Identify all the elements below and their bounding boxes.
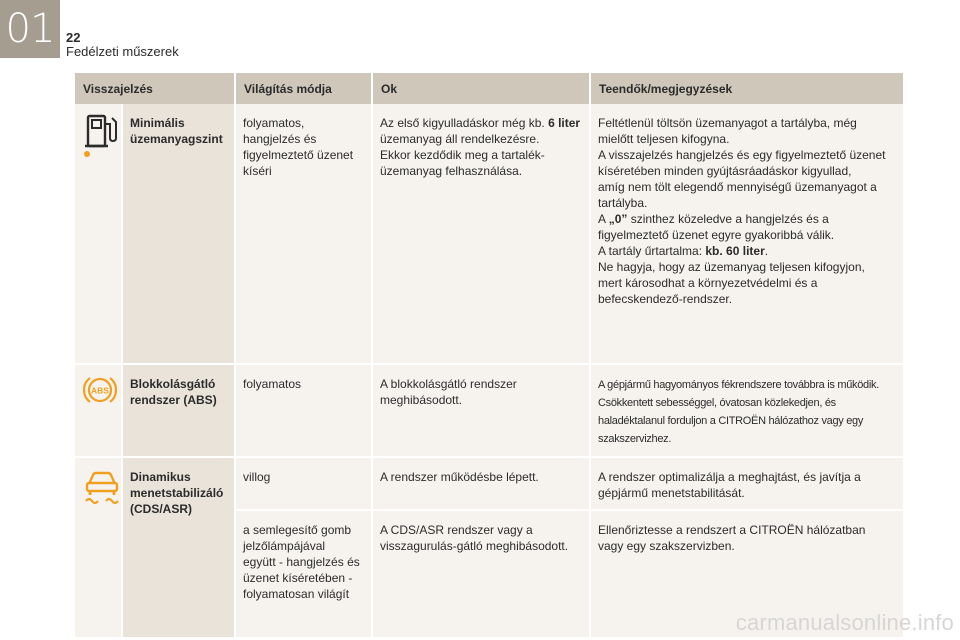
table-row	[75, 104, 903, 364]
warning-lamps-table	[75, 73, 903, 639]
column-header-lighting-mode: Világítás módja	[235, 73, 372, 104]
page-number: 22	[66, 30, 81, 45]
svg-text:ABS: ABS	[91, 385, 109, 396]
action-text: A gépjármű hagyományos fékrendszere továbbra is működik. Csökkentett sebességgel, óvatosan közlekedjen, és haladéktalanul forduljon a CITROËN hálózathoz vagy egy szakszervizhez.	[590, 364, 903, 457]
abs-icon	[83, 373, 117, 407]
lighting-mode-text: villog	[235, 457, 372, 510]
lighting-mode-text: a semlegesítő gomb jelzőlámpájával együtt - hangjelzés és üzenet kíséretében - folyamatosan világít	[235, 510, 372, 638]
row-icon-cell	[75, 457, 122, 638]
action-text: Feltétlenül töltsön üzemanyagot a tartályba, még mielőtt teljesen kifogyna. A visszajelzés hangjelzés és egy figyelmeztető üzenet kíséretében minden gyújtásráadáskor kigyullad, amíg nem tölt elegendő mennyiségű üzemanyagot a tartályba. A „0” szinthez közeledve a hangjelzés és a figyelmeztető üzenet egyre gyakoribbá válik. A tartály űrtartalma: kb. 60 liter. Ne hagyja, hogy az üzemanyag teljesen kifogyjon, mert károsodhat a környezetvédelmi és a befecskendező-rendszer.	[590, 104, 903, 364]
table-header-row	[75, 73, 903, 104]
watermark: carmanualsonline.info	[735, 610, 954, 635]
indicator-name: Minimális üzemanyagszint	[122, 104, 235, 364]
cause-text: A CDS/ASR rendszer vagy a visszagurulás-gátló meghibásodott.	[372, 510, 590, 638]
cause-text: Az első kigyulladáskor még kb. 6 liter üzemanyag áll rendelkezésre. Ekkor kezdődik meg a tartalék- üzemanyag felhasználása.	[372, 104, 590, 364]
indicator-name: Dinamikus menetstabilizáló (CDS/ASR)	[122, 457, 235, 638]
stability-control-icon	[83, 466, 121, 506]
indicator-name: Blokkolásgátló rendszer (ABS)	[122, 364, 235, 457]
column-header-cause: Ok	[372, 73, 590, 104]
cause-text: A blokkolásgátló rendszer meghibásodott.	[372, 364, 590, 457]
chapter-number: 01	[5, 6, 55, 52]
column-header-indicator: Visszajelzés	[75, 73, 235, 104]
cause-text: A rendszer működésbe lépett.	[372, 457, 590, 510]
section-title: Fedélzeti műszerek	[66, 44, 179, 59]
lighting-mode-text: folyamatos	[235, 364, 372, 457]
table-row	[75, 364, 903, 457]
chapter-tab	[0, 0, 60, 58]
action-text: Ellenőriztesse a rendszert a CITROËN hálózatban vagy egy szakszervizben.	[590, 510, 903, 638]
action-text: A rendszer optimalizálja a meghajtást, és javítja a gépjármű menetstabilitását.	[590, 457, 903, 510]
row-icon-cell	[75, 364, 122, 457]
row-icon-cell	[75, 104, 122, 364]
fuel-pump-icon	[83, 112, 121, 158]
table-row	[75, 457, 903, 510]
column-header-action: Teendők/megjegyzések	[590, 73, 903, 104]
lighting-mode-text: folyamatos, hangjelzés és figyelmeztető üzenet kíséri	[235, 104, 372, 364]
